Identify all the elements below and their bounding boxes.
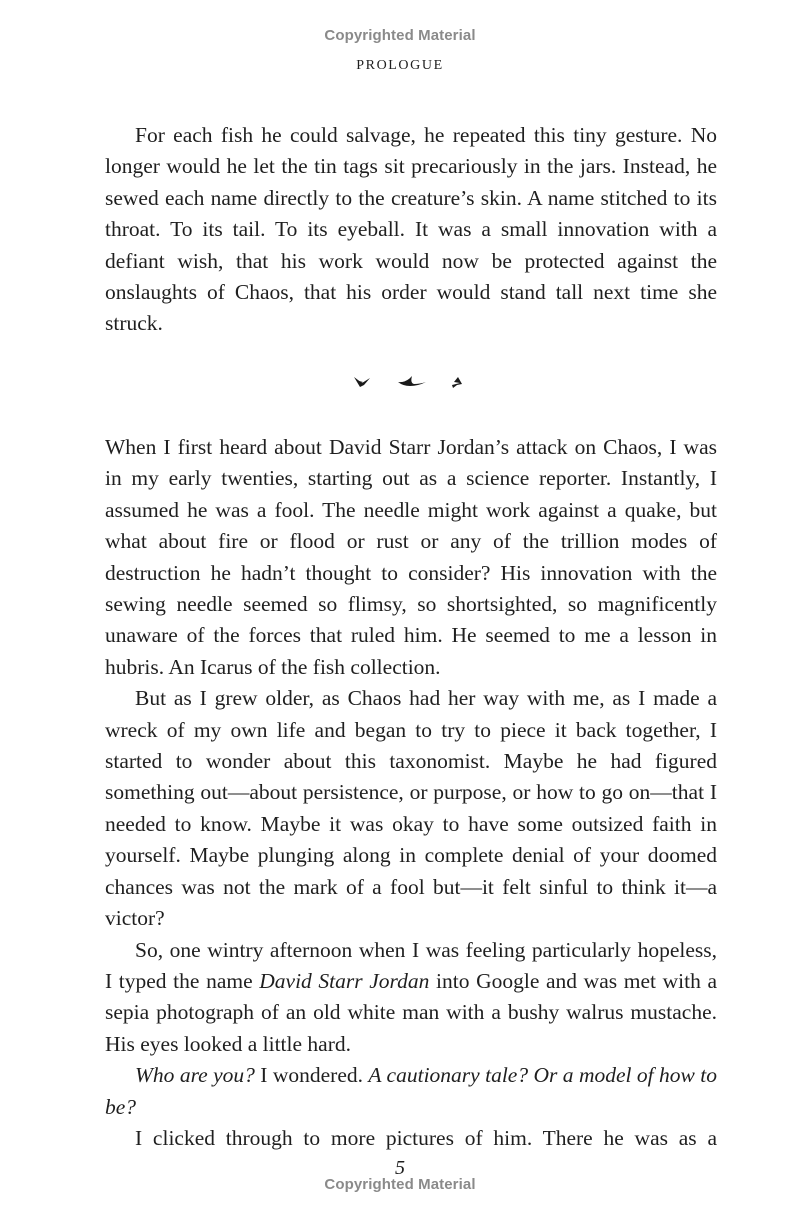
paragraph-fish-stitching: For each fish he could salvage, he repeated this tiny gesture. No longer would he let the tin tags sit precariously in the jars. Instead, he sewed each name directly to the creature’s skin. A name stitched to its throat. To its tail. To its eyeball. It was a small innovation with a defiant wish, that his work would now be protected against the onslaughts of Chaos, that his order would stand tall next time she struck. <box>105 123 717 336</box>
p5-italic-tale: A cautionary tale? Or a model of how to be? <box>105 1063 717 1119</box>
copyright-watermark-bottom: Copyrighted Material <box>324 1176 476 1193</box>
copyright-watermark-top: Copyrighted Material <box>324 27 476 44</box>
p5-italic-question: Who are you? <box>135 1063 255 1088</box>
p4-italic-name: David Starr Jordan <box>259 968 430 993</box>
paragraph-wintry-afternoon <box>105 935 717 1061</box>
running-head: PROLOGUE <box>356 58 444 73</box>
swallows-ornament-icon <box>340 369 470 391</box>
paragraph-grew-older: But as I grew older, as Chaos had her way with me, as I made a wreck of my own life and began to try to piece it back together, I started to wonder about this taxonomist. Maybe he had figured something out—about persistence, or purpose, or how to go on—that I needed to know. Maybe it was okay to have some outsized faith in yourself. Maybe plunging along in complete denial of your doomed chances was not the mark of a fool but—it felt sinful to think it—a victor? <box>105 686 717 931</box>
text-block-before-break <box>105 120 717 340</box>
paragraph-clicked-through: I clicked through to more pictures of him. There he was as a <box>135 1125 717 1150</box>
paragraph-who-are-you <box>105 1060 717 1123</box>
p4-text-before: So, one wintry afternoon when I was feeling particularly hopeless, I typed the name <box>105 937 717 993</box>
page-number: 5 <box>395 1157 405 1179</box>
paragraph-first-heard: When I first heard about David Starr Jordan’s attack on Chaos, I was in my early twenties, starting out as a science reporter. Instantly, I assumed he was a fool. The needle might work against a quake, but what about fire or flood or rust or any of the trillion modes of destruction he hadn’t thought to consider? His innovation with the sewing needle seemed so flimsy, so shortsighted, so magnificently unaware of the forces that ruled him. He seemed to me a lesson in hubris. An Icarus of the fish collection. <box>105 435 717 679</box>
p5-text-mid: I wondered. <box>254 1063 369 1088</box>
text-block-after-break <box>105 432 717 1154</box>
p4-text-after: into Google and was met with a sepia photograph of an old white man with a bushy walrus mustache. His eyes looked a little hard. <box>105 968 717 1056</box>
